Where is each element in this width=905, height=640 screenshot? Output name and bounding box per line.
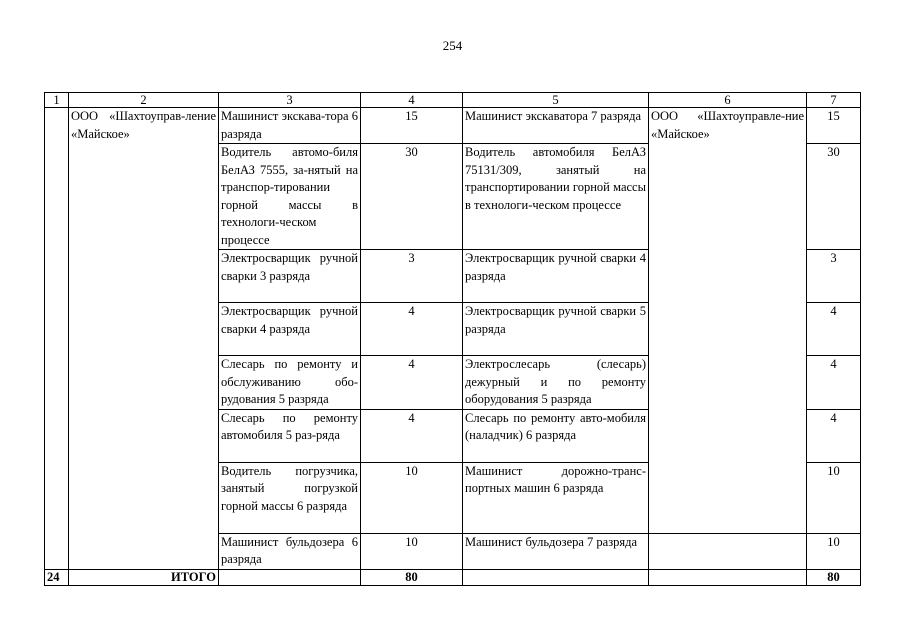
column-number: 3: [219, 93, 361, 108]
company-cell: ООО «Шахтоуправле-ние «Майское»: [649, 108, 807, 534]
column-number: 1: [45, 93, 69, 108]
position-to: Электросварщик ручной сварки 4 разряда: [463, 250, 649, 303]
count-from: 4: [361, 303, 463, 356]
count-from: 10: [361, 462, 463, 533]
position-from: Водитель погрузчика, занятый погрузкой горной массы 6 разряда: [219, 462, 361, 533]
position-to: Слесарь по ремонту авто-мобиля (наладчик) 6 разряда: [463, 409, 649, 462]
empty-cell: [463, 569, 649, 585]
count-to: 3: [807, 250, 861, 303]
total-count-to: 80: [807, 569, 861, 585]
position-to: Водитель автомобиля БелАЗ 75131/309, занятый на транспортировании горной массы в технологи-ческом процессе: [463, 144, 649, 250]
position-from: Машинист бульдозера 6 разряда: [219, 533, 361, 569]
count-to: 4: [807, 303, 861, 356]
position-from: Машинист экскава-тора 6 разряда: [219, 108, 361, 144]
position-to: Машинист бульдозера 7 разряда: [463, 533, 649, 569]
count-to: 4: [807, 409, 861, 462]
total-label: ИТОГО: [69, 569, 219, 585]
company-cell: ООО «Шахтоуправ-ление «Майское»: [69, 108, 219, 570]
count-from: 4: [361, 409, 463, 462]
position-to: Машинист дорожно-транс-портных машин 6 разряда: [463, 462, 649, 533]
position-to: Электросварщик ручной сварки 5 разряда: [463, 303, 649, 356]
column-number: 2: [69, 93, 219, 108]
empty-cell: [219, 569, 361, 585]
column-number: 5: [463, 93, 649, 108]
count-to: 15: [807, 108, 861, 144]
column-number: 6: [649, 93, 807, 108]
count-to: 10: [807, 462, 861, 533]
column-number: 7: [807, 93, 861, 108]
table-row: [45, 108, 861, 144]
position-from: Слесарь по ремонту автомобиля 5 раз-ряда: [219, 409, 361, 462]
position-from: Электросварщик ручной сварки 3 разряда: [219, 250, 361, 303]
total-row: [45, 569, 861, 585]
count-from: 15: [361, 108, 463, 144]
position-from: Слесарь по ремонту и обслуживанию обо-рудования 5 разряда: [219, 356, 361, 410]
count-from: 4: [361, 356, 463, 410]
count-from: 3: [361, 250, 463, 303]
empty-cell: [649, 569, 807, 585]
position-from: Водитель автомо-биля БелАЗ 7555, за-нятый на транспор-тировании горной массы в технологи-ческом процессе: [219, 144, 361, 250]
count-to: 30: [807, 144, 861, 250]
position-from: Электросварщик ручной сварки 4 разряда: [219, 303, 361, 356]
total-count-from: 80: [361, 569, 463, 585]
row-number-cell: [45, 108, 69, 570]
company-cell-empty: [649, 533, 807, 569]
page-number: 254: [442, 38, 463, 53]
count-to: 10: [807, 533, 861, 569]
position-to: Электрослесарь (слесарь) дежурный и по ремонту оборудования 5 разряда: [463, 356, 649, 410]
column-number-row: [45, 93, 861, 108]
staffing-table: [44, 92, 861, 586]
column-number: 4: [361, 93, 463, 108]
count-from: 10: [361, 533, 463, 569]
count-to: 4: [807, 356, 861, 410]
count-from: 30: [361, 144, 463, 250]
position-to: Машинист экскаватора 7 разряда: [463, 108, 649, 144]
total-number: 24: [45, 569, 69, 585]
